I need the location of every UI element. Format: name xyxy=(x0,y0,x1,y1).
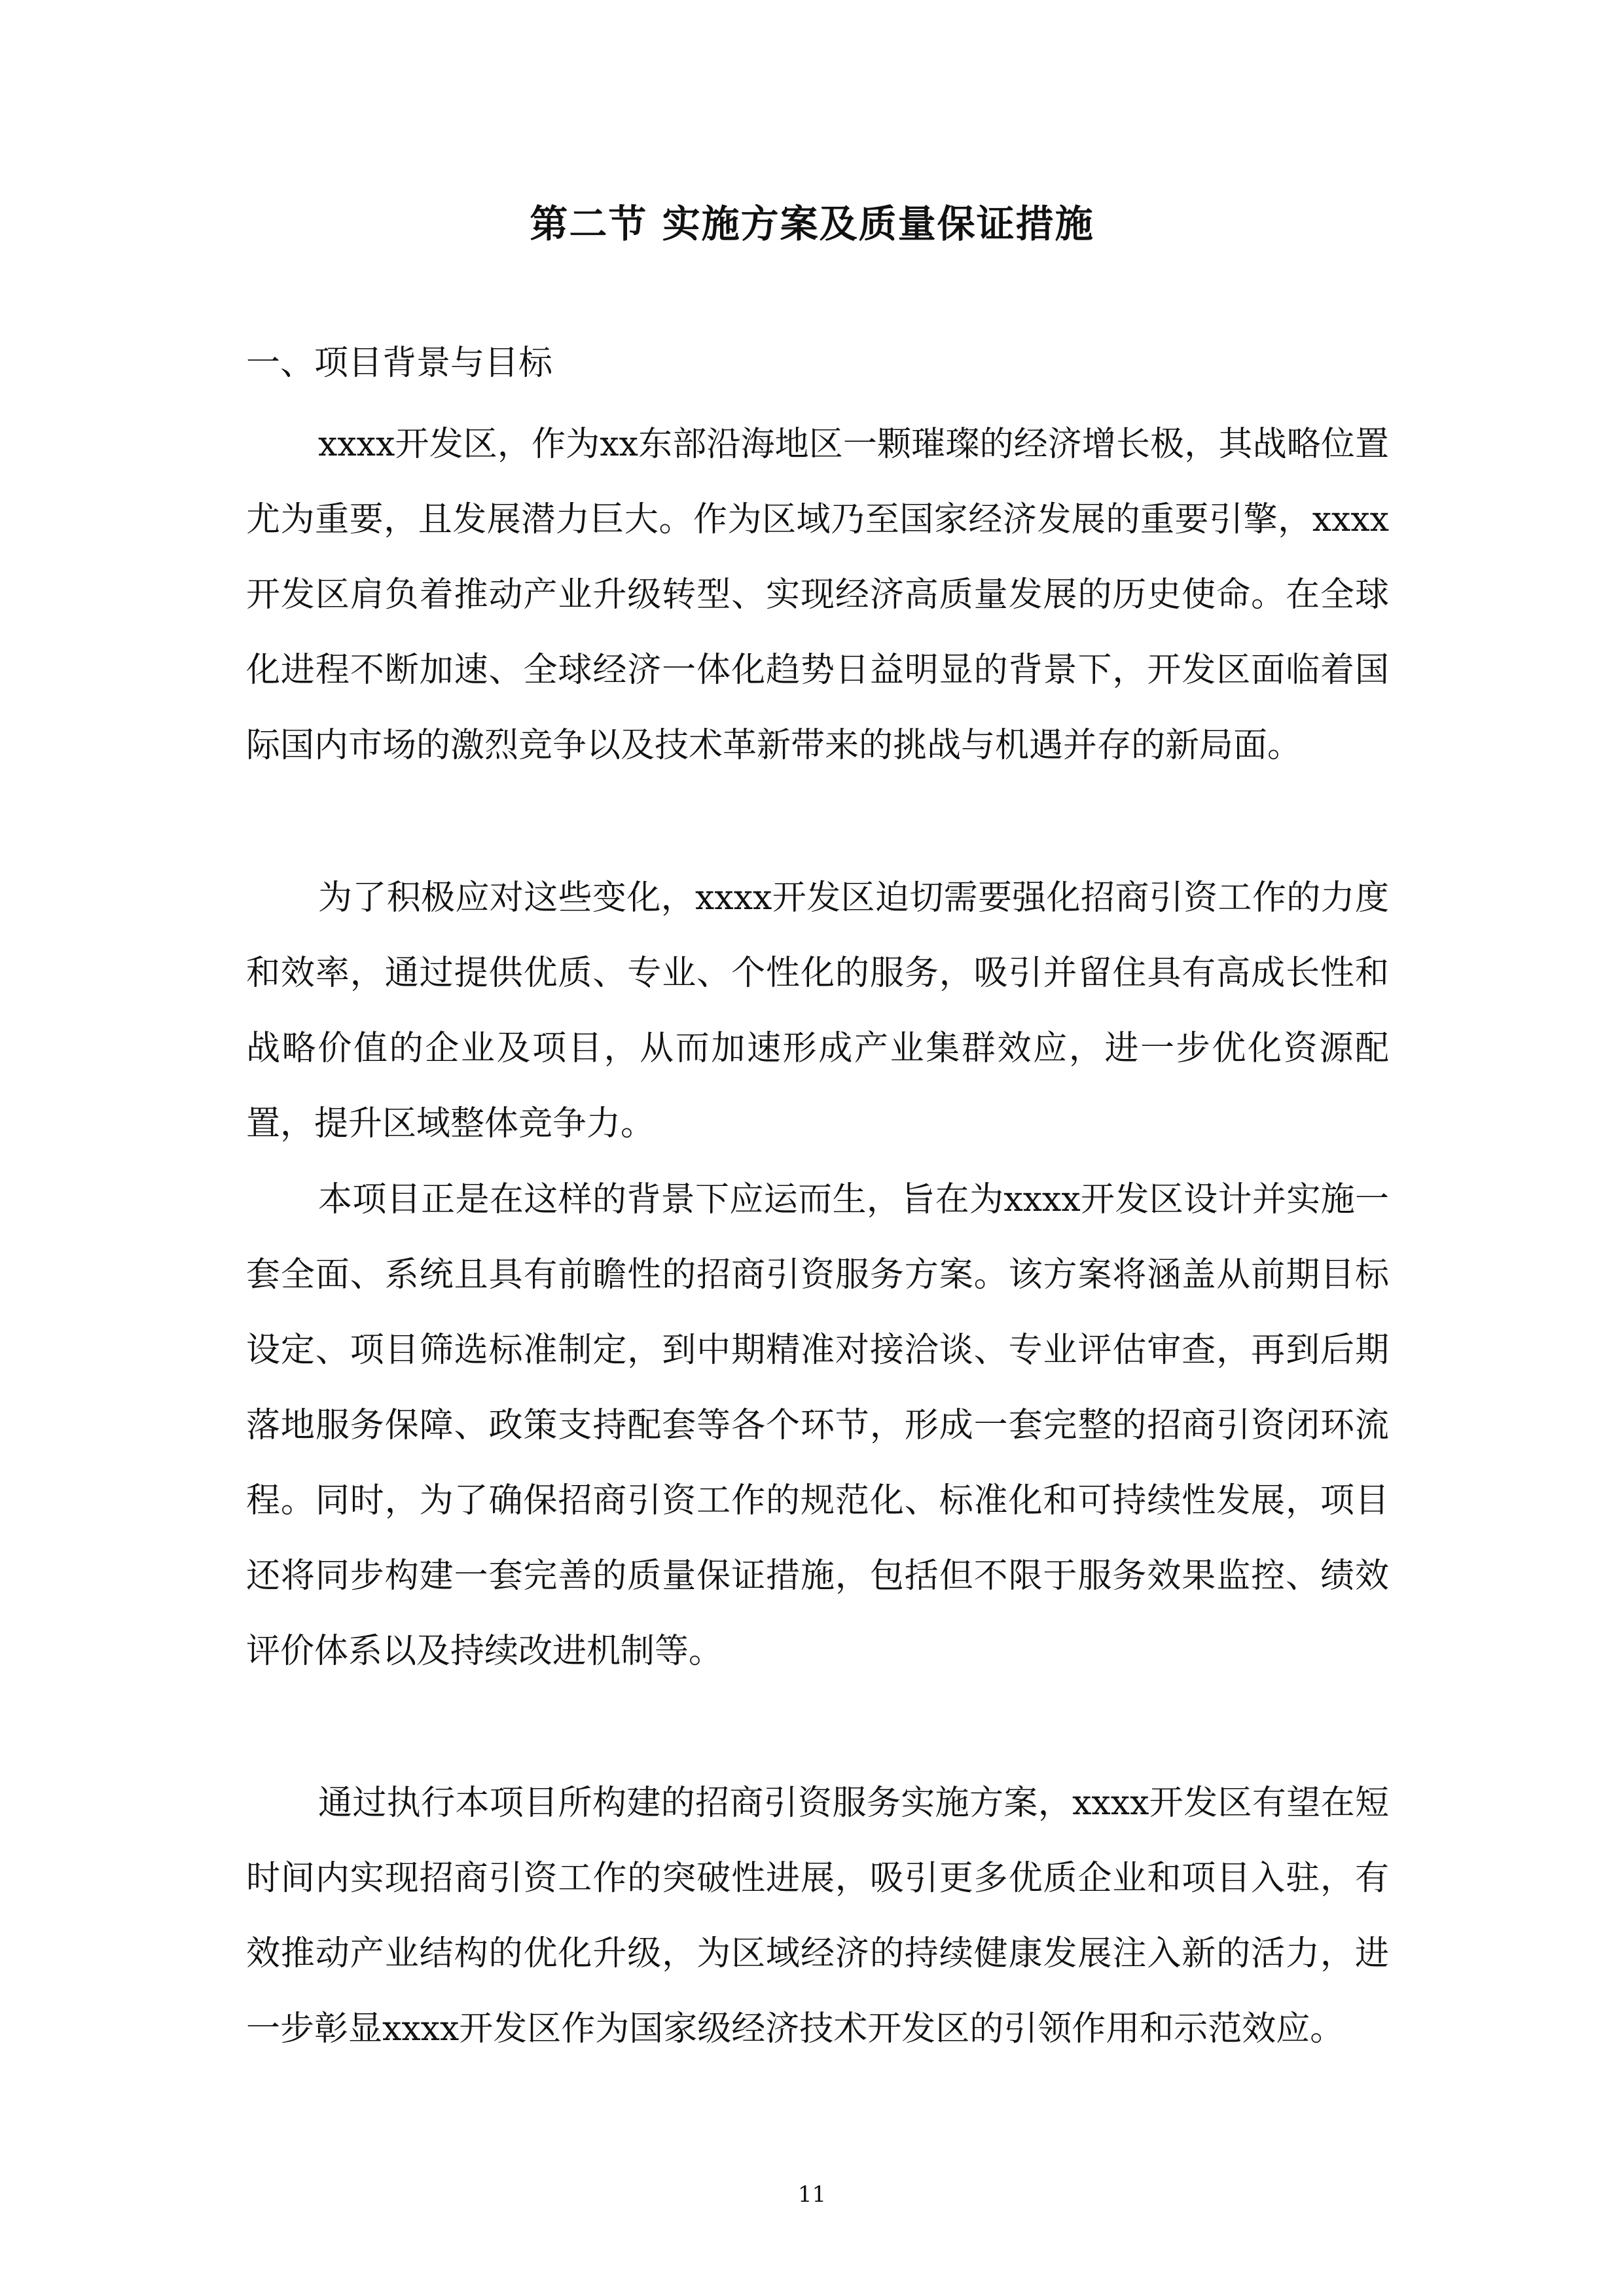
paragraph-expected-outcome: 通过执行本项目所构建的招商引资服务实施方案，xxxx开发区有望在短时间内实现招商引资工作的突破性进展，吸引更多优质企业和项目入驻，有效推动产业结构的优化升级，为区域经济的持续健康发展注入新的活力，进一步彰显xxxx开发区作为国家级经济技术开发区的引领作用和示范效应。 xyxy=(246,1784,1389,2049)
subsection-heading: 一、项目背景与目标 xyxy=(246,344,553,383)
paragraph-response: 为了积极应对这些变化，xxxx开发区迫切需要强化招商引资工作的力度和效率，通过提供优质、专业、个性化的服务，吸引并留住具有高成长性和战略价值的企业及项目，从而加速形成产业集群效应，进一步优化资源配置，提升区域整体竞争力。 xyxy=(246,878,1389,1143)
paragraph-project-scope: 本项目正是在这样的背景下应运而生，旨在为xxxx开发区设计并实施一套全面、系统且具有前瞻性的招商引资服务方案。该方案将涵盖从前期目标设定、项目筛选标准制定，到中期精准对接洽谈、专业评估审查，再到后期落地服务保障、政策支持配套等各个环节，形成一套完整的招商引资闭环流程。同时，为了确保招商引资工作的规范化、标准化和可持续性发展，项目还将同步构建一套完善的质量保证措施，包括但不限于服务效果监控、绩效评价体系以及持续改进机制等。 xyxy=(246,1180,1389,1671)
section-title: 第二节 实施方案及质量保证措施 xyxy=(530,202,1094,246)
paragraph-background: xxxx开发区，作为xx东部沿海地区一颗璀璨的经济增长极，其战略位置尤为重要，且发展潜力巨大。作为区域乃至国家经济发展的重要引擎，xxxx开发区肩负着推动产业升级转型、实现经济高质量发展的历史使命。在全球化进程不断加速、全球经济一体化趋势日益明显的背景下，开发区面临着国际国内市场的激烈竞争以及技术革新带来的挑战与机遇并存的新局面。 xyxy=(246,425,1389,765)
page-number: 11 xyxy=(797,2181,827,2208)
